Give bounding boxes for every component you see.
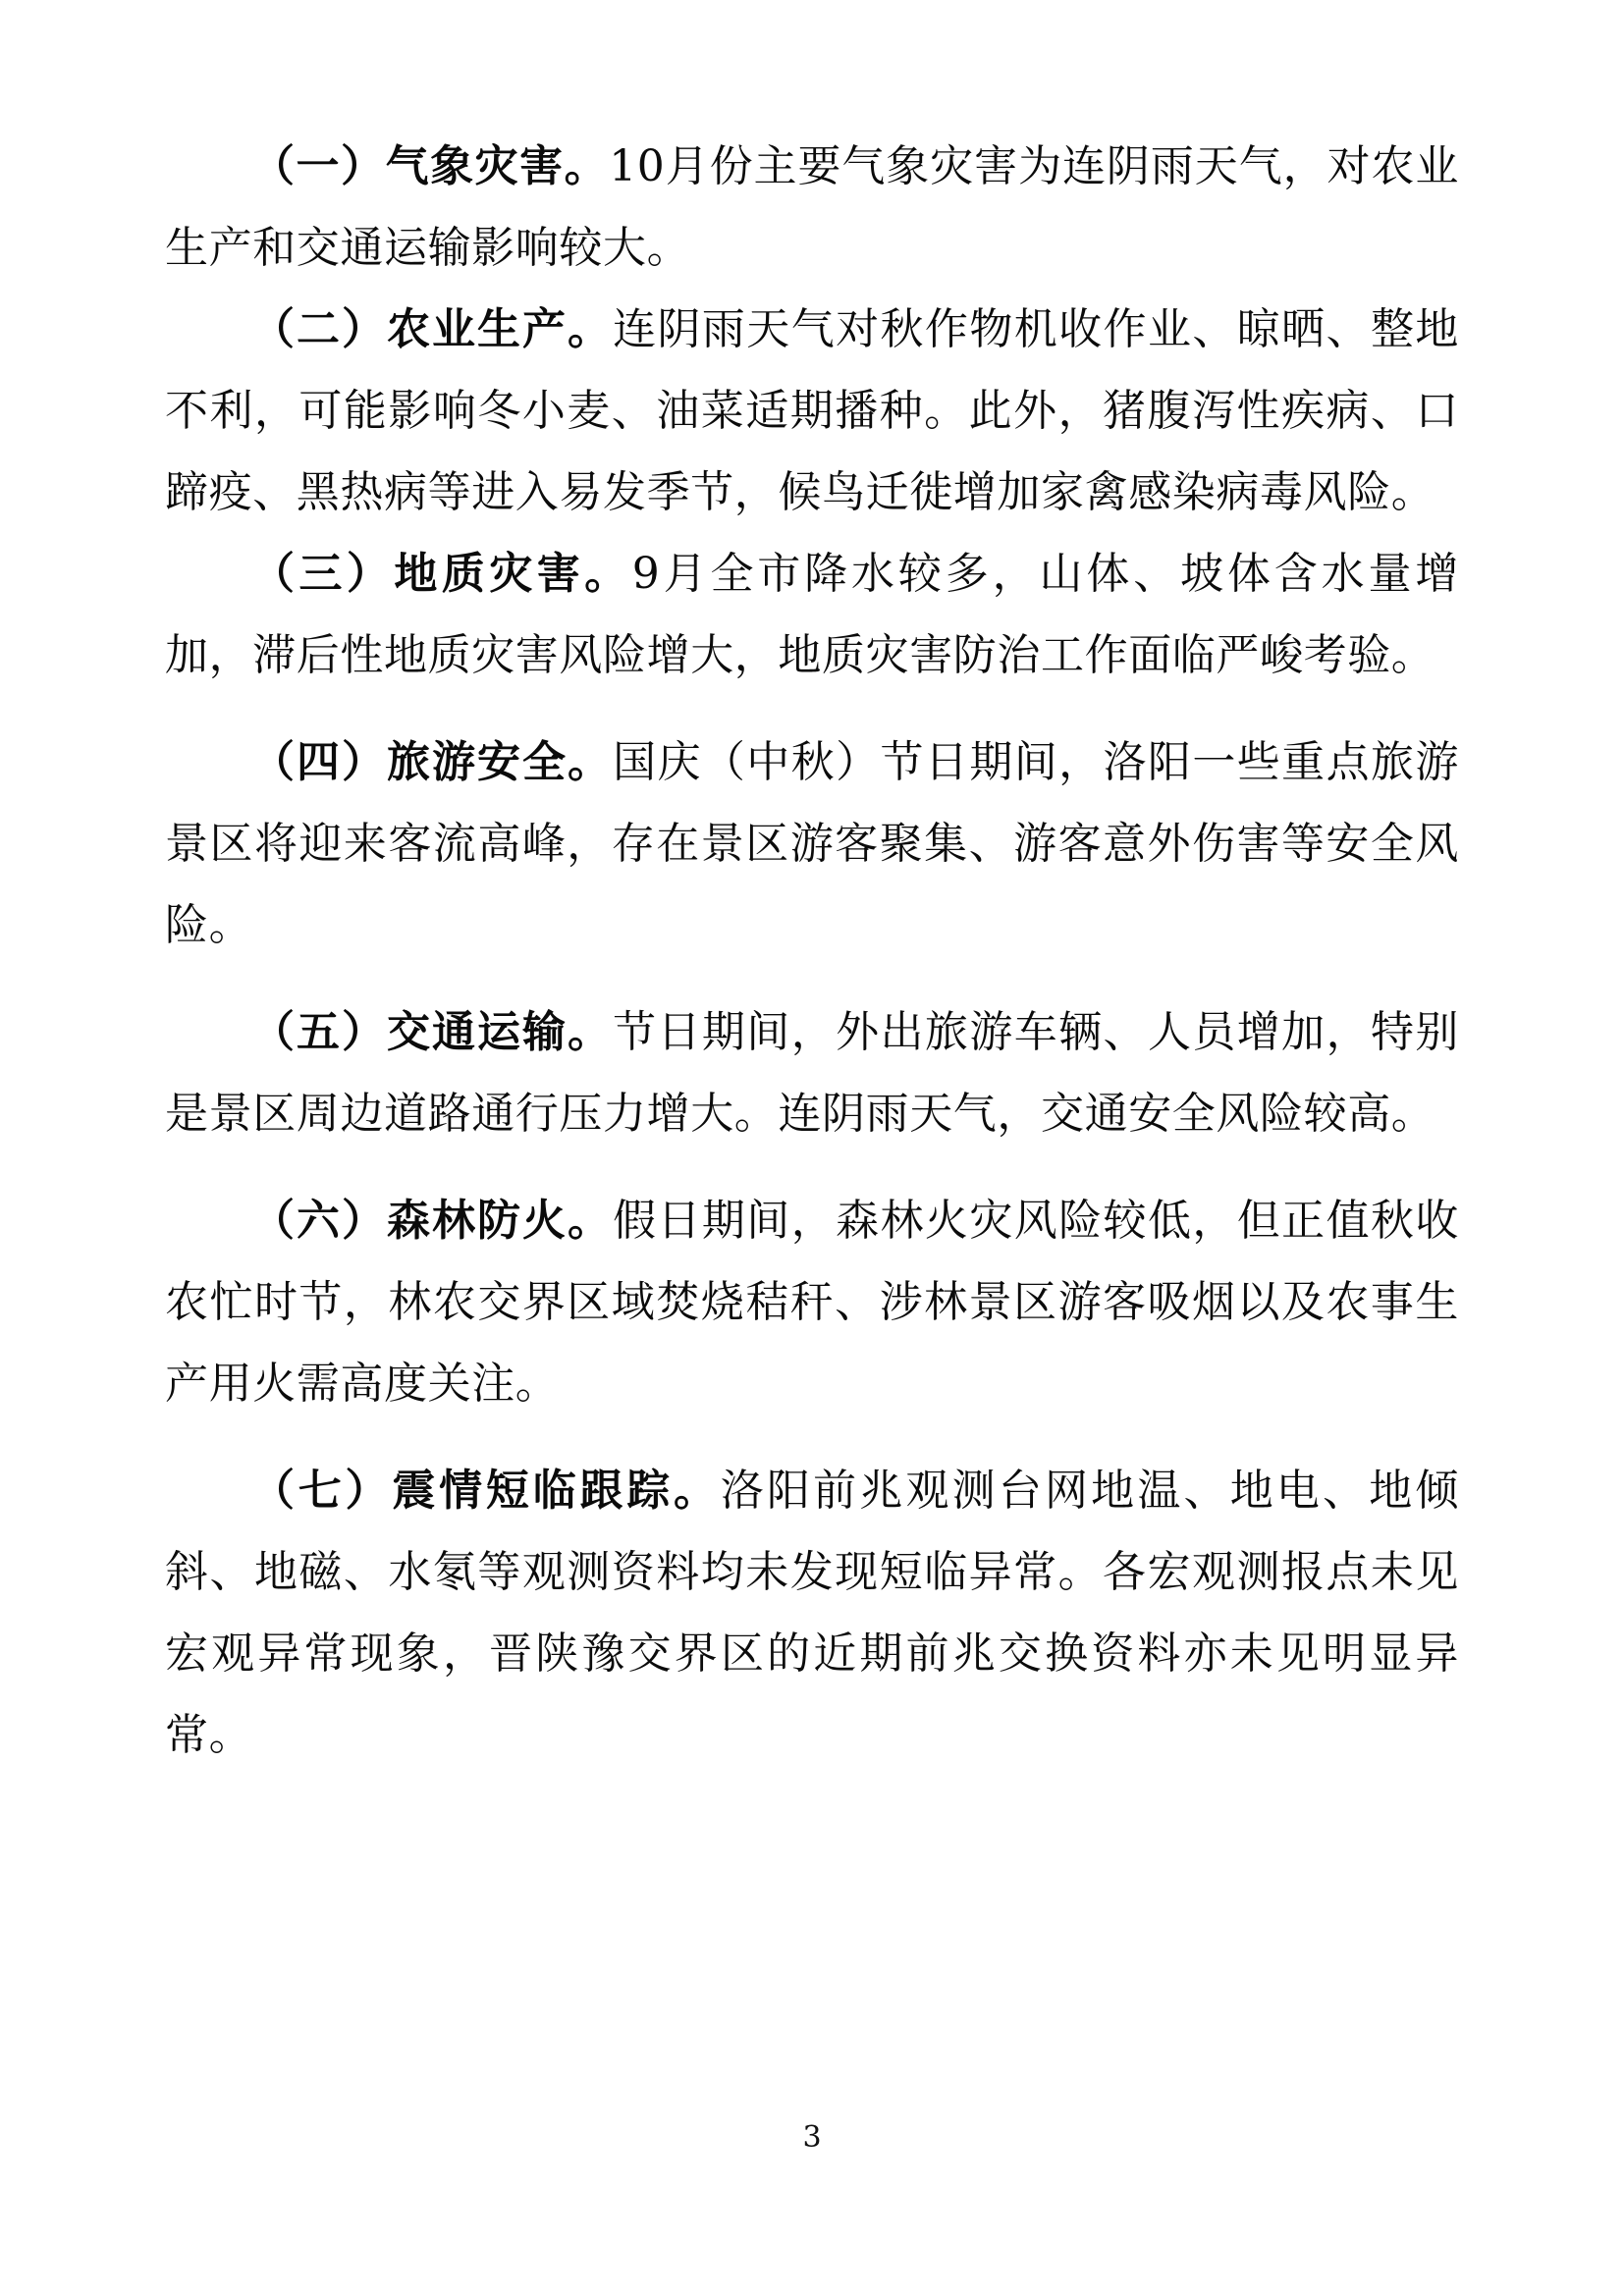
- section-paragraph-meteorological-disaster: [165, 126, 1459, 289]
- section-body-transportation: 节日期间，外出旅游车辆、人员增加，特别是景区周边道路通行压力增大。连阴雨天气，交通安全风险较高。: [165, 1007, 1459, 1139]
- section-body-agricultural-production: 连阴雨天气对秋作物机收作业、晾晒、整地不利，可能影响冬小麦、油菜适期播种。此外，猪腹泻性疾病、口蹄疫、黑热病等进入易发季节，候鸟迁徙增加家禽感染病毒风险。: [165, 304, 1459, 517]
- section-body-geological-disaster: 9月全市降水较多，山体、坡体含水量增加，滞后性地质灾害风险增大，地质灾害防治工作面临严峻考验。: [165, 549, 1459, 680]
- section-heading-geological-disaster: （三）地质灾害。: [251, 549, 632, 599]
- section-paragraph-geological-disaster: [165, 533, 1459, 696]
- section-body-meteorological-disaster: 10月份主要气象灾害为连阴雨天气，对农业生产和交通运输影响较大。: [165, 141, 1459, 273]
- section-paragraph-earthquake-tracking: [165, 1450, 1459, 1776]
- section-paragraph-forest-fire-prevention: [165, 1180, 1459, 1424]
- section-paragraph-agricultural-production: [165, 289, 1459, 533]
- section-heading-forest-fire-prevention: （六）森林防火。: [251, 1196, 614, 1246]
- section-heading-earthquake-tracking: （七）震情短临跟踪。: [251, 1466, 721, 1516]
- section-heading-transportation: （五）交通运输。: [251, 1007, 614, 1057]
- section-heading-tourism-safety: （四）旅游安全。: [251, 737, 614, 787]
- section-heading-meteorological-disaster: （一）气象灾害。: [251, 141, 610, 191]
- section-body-forest-fire-prevention: 假日期间，森林火灾风险较低，但正值秋收农忙时节，林农交界区域焚烧秸秆、涉林景区游客吸烟以及农事生产用火需高度关注。: [165, 1196, 1459, 1409]
- section-paragraph-transportation: [165, 991, 1459, 1154]
- section-body-earthquake-tracking: 洛阳前兆观测台网地温、地电、地倾斜、地磁、水氡等观测资料均未发现短临异常。各宏观测报点未见宏观异常现象，晋陕豫交界区的近期前兆交换资料亦未见明显异常。: [165, 1466, 1459, 1760]
- page-number: 3: [802, 2120, 822, 2155]
- document-body: [165, 126, 1459, 1776]
- section-heading-agricultural-production: （二）农业生产。: [251, 304, 614, 354]
- section-paragraph-tourism-safety: [165, 721, 1459, 966]
- section-body-tourism-safety: 国庆（中秋）节日期间，洛阳一些重点旅游景区将迎来客流高峰，存在景区游客聚集、游客意外伤害等安全风险。: [165, 737, 1459, 950]
